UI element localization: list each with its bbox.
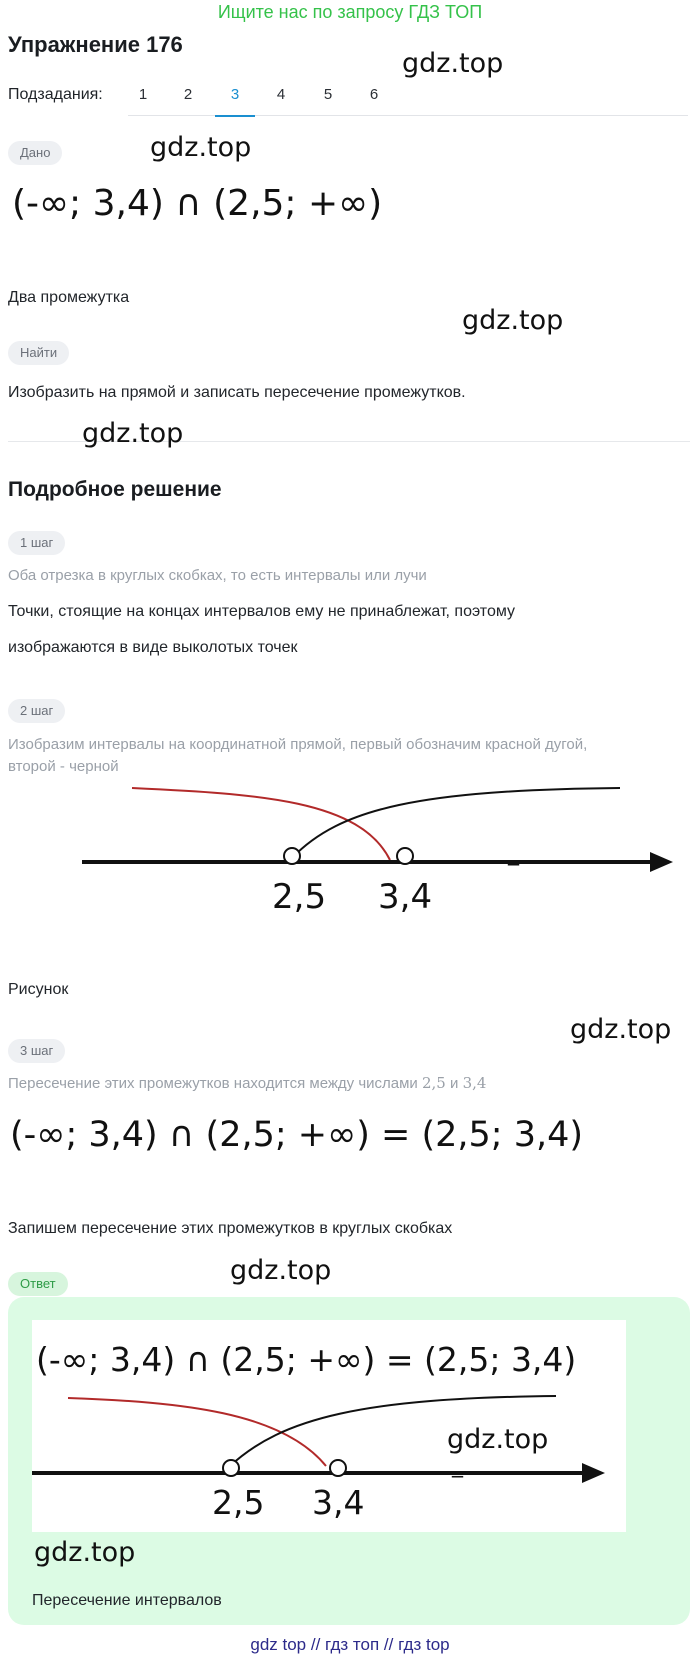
footer-link-1[interactable]: gdz top [250, 1635, 307, 1654]
answer-expression: (-∞; 3,4) ∩ (2,5; +∞) = (2,5; 3,4) [36, 1340, 577, 1379]
watermark: gdz.top [402, 48, 504, 79]
footer-link-2[interactable]: гдз топ [325, 1635, 380, 1654]
answer-point-a-label: 2,5 [212, 1483, 265, 1522]
given-pill: Дано [8, 141, 62, 165]
subtasks-label: Подзадания: [8, 86, 103, 103]
footer-separator: // [383, 1635, 394, 1654]
answer-pill: Ответ [8, 1272, 68, 1296]
step2-pill: 2 шаг [8, 699, 65, 723]
step1-pill: 1 шаг [8, 531, 65, 555]
step3-num-a: 2,5 [421, 1074, 446, 1092]
subtask-tab-1[interactable]: 1 [138, 86, 148, 103]
answer-red-arc [68, 1398, 326, 1466]
axis-arrow [650, 852, 673, 872]
step3-pill: 3 шаг [8, 1039, 65, 1063]
answer-open-point-b [330, 1460, 346, 1476]
subtask-tab-4[interactable]: 4 [276, 86, 286, 103]
subtask-tab-5[interactable]: 5 [323, 86, 333, 103]
black-arc [292, 788, 620, 858]
step3-muted-line [8, 1072, 486, 1095]
given-caption: Два промежутка [8, 289, 130, 306]
subtask-tab-6[interactable]: 6 [369, 86, 379, 103]
promo-banner: Ищите нас по запросу ГДЗ ТОП [217, 2, 483, 22]
page-title: Упражнение 176 [8, 32, 183, 57]
find-text: Изобразить на прямой и записать пересечение промежутков. [8, 384, 466, 401]
answer-axis-arrow [582, 1463, 605, 1483]
step2-muted-line2: второй - черной [8, 758, 119, 775]
open-point-b [397, 848, 413, 864]
footer-link-3[interactable]: гдз top [398, 1635, 450, 1654]
watermark: gdz.top [230, 1255, 332, 1286]
watermark: gdz.top [150, 132, 252, 163]
step3-expression: (-∞; 3,4) ∩ (2,5; +∞) = (2,5; 3,4) [10, 1115, 584, 1155]
subtask-tab-2[interactable]: 2 [183, 86, 193, 103]
step2-caption: Рисунок [8, 981, 69, 998]
find-pill: Найти [8, 341, 69, 365]
footer-links [0, 1635, 700, 1655]
footer-separator: // [310, 1635, 321, 1654]
answer-figure-dash: _ [452, 1453, 463, 1478]
watermark: gdz.top [82, 418, 184, 449]
step1-text-line1: Точки, стоящие на концах интервалов ему не принаблежат, поэтому [8, 603, 516, 620]
point-b-label: 3,4 [378, 877, 433, 917]
given-expression: (-∞; 3,4) ∩ (2,5; +∞) [12, 183, 383, 224]
step2-muted-line1: Изобразим интервалы на координатной прямой, первый обозначим красной дугой, [8, 736, 588, 753]
step2-number-line-figure [60, 778, 680, 938]
answer-caption: Пересечение интервалов [32, 1592, 222, 1609]
point-a-label: 2,5 [272, 877, 327, 917]
answer-open-point-a [223, 1460, 239, 1476]
open-point-a [284, 848, 300, 864]
step1-text-line2: изображаются в виде выколотых точек [8, 639, 298, 656]
answer-point-b-label: 3,4 [312, 1483, 365, 1522]
answer-number-line [32, 1390, 626, 1532]
watermark: gdz.top [447, 1424, 549, 1455]
step3-caption: Запишем пересечение этих промежутков в круглых скобках [8, 1220, 453, 1237]
subtask-tabs [128, 78, 688, 116]
watermark: gdz.top [34, 1537, 136, 1568]
step3-muted: Пересечение этих промежутков находится между числами [8, 1075, 418, 1092]
subtask-tab-3[interactable]: 3 [220, 86, 250, 103]
red-arc [132, 788, 390, 860]
step1-muted: Оба отрезка в круглых скобках, то есть интервалы или лучи [8, 567, 427, 584]
watermark: gdz.top [462, 305, 564, 336]
step3-num-b: 3,4 [462, 1074, 487, 1092]
figure-dash: _ [508, 841, 519, 866]
step3-and: и [450, 1075, 459, 1092]
watermark: gdz.top [570, 1014, 672, 1045]
solution-title: Подробное решение [8, 478, 222, 501]
